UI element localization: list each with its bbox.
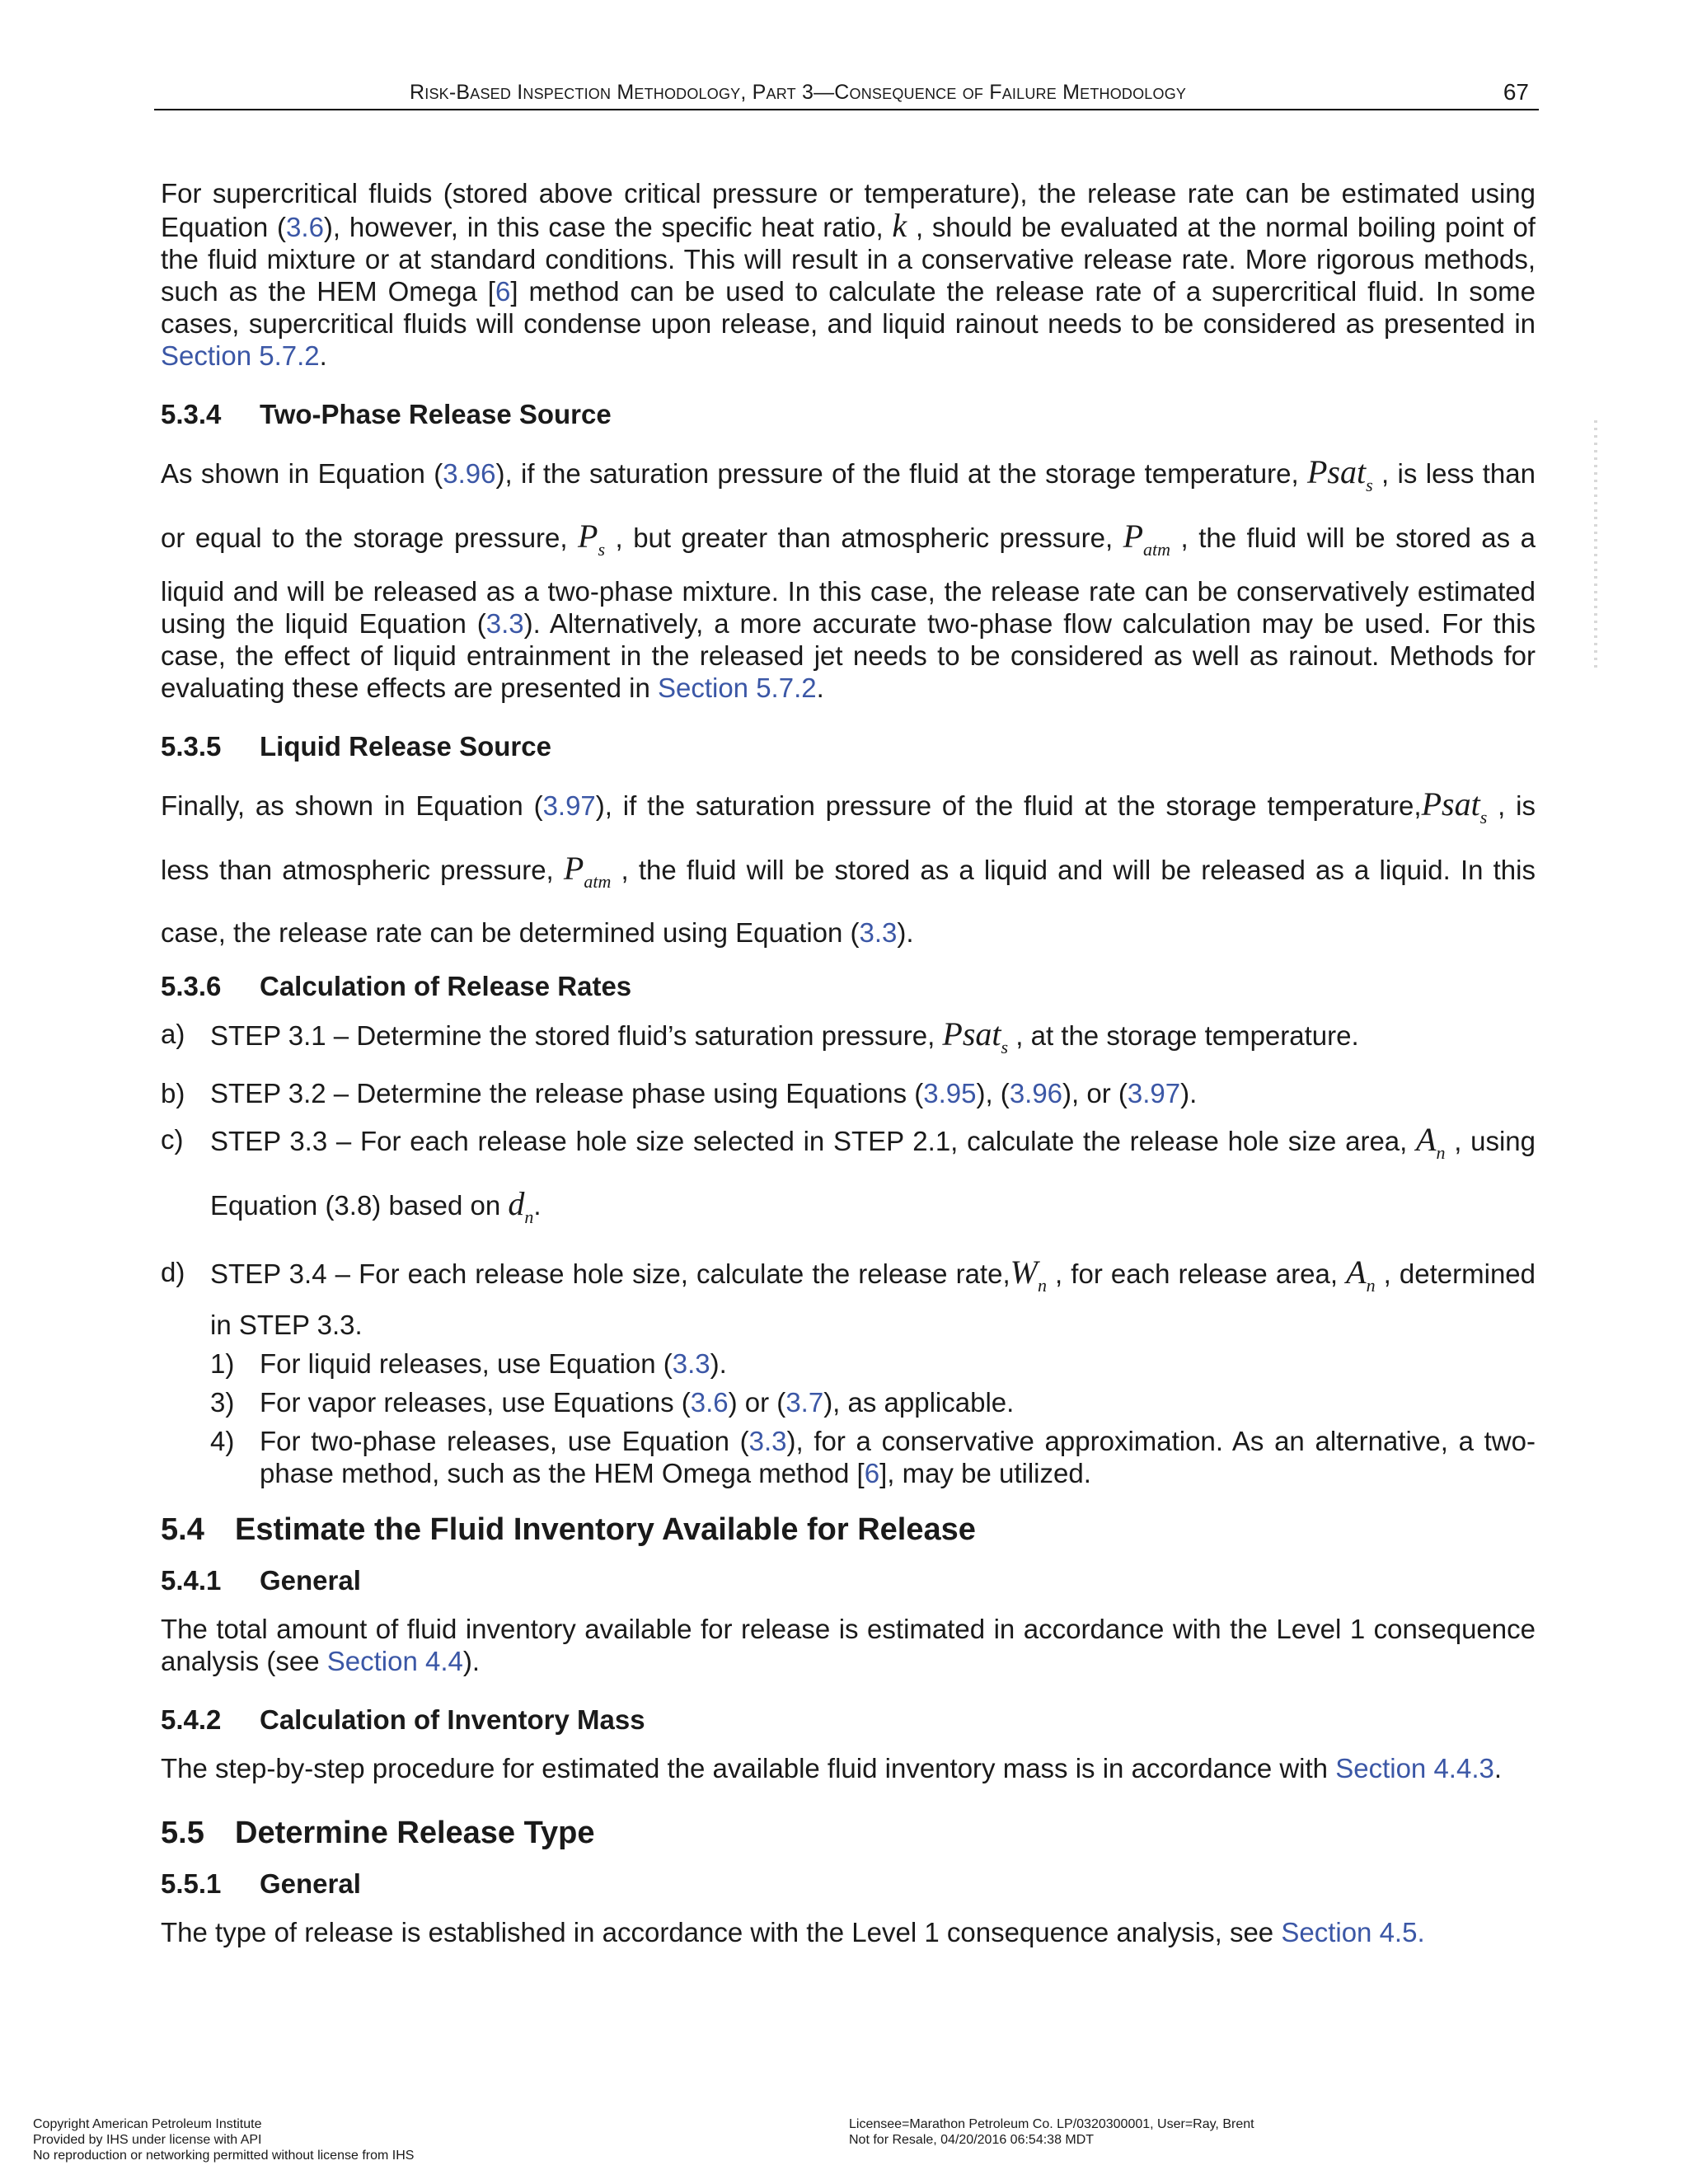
paragraph-5-4-2: The step-by-step procedure for estimated the available fluid inventory mass is in accordance with Section 4.4.3. bbox=[161, 1753, 1503, 1783]
margin-stamp bbox=[1594, 420, 1597, 668]
var-k: k bbox=[892, 207, 907, 244]
footer-copyright: Copyright American Petroleum Institute Provided by IHS under license with API No reproduction or networking permitted without license from IHS bbox=[33, 2117, 415, 2163]
running-header bbox=[154, 76, 1539, 110]
paragraph-supercritical: For supercritical fluids (stored above critical pressure or temperature), the release rate can be estimated using Equation (3.6), however, in this case the specific heat ratio, k , should be evaluated at the normal boiling point of the fluid mixture or at standard conditions. This will result in a conservative release rate. More rigorous methods, such as the HEM Omega [6] method can be used to calculate the release rate of a supercritical fluid. In some cases, supercritical fluids will condense upon release, and liquid rainout needs to be considered as presented in Section 5.7.2. bbox=[161, 178, 1536, 371]
list-item-c: c) STEP 3.3 – For each release hole size selected in STEP 2.1, calculate the release hole size area, $A_n$ , using Equation (3.8) based on $d_n$. bbox=[161, 1121, 1536, 1227]
reference-link[interactable]: 6 bbox=[495, 276, 511, 307]
equation-link[interactable]: 3.97 bbox=[542, 790, 596, 821]
page-body bbox=[161, 177, 1536, 1948]
list-item-d3: 3) For vapor releases, use Equations (3.6) or (3.7), as applicable. bbox=[210, 1387, 1015, 1418]
heading-5-4-2: 5.4.2 Calculation of Inventory Mass bbox=[161, 1704, 645, 1735]
footer-license: Licensee=Marathon Petroleum Co. LP/0320300001, User=Ray, Brent Not for Resale, 04/20/2016 06:54:38 MDT bbox=[849, 2117, 1254, 2147]
paragraph-5-4-1: The total amount of fluid inventory available for release is estimated in accordance with the Level 1 consequence analysis (see Section 4.4). bbox=[161, 1614, 1536, 1676]
equation-link[interactable]: 3.6 bbox=[286, 212, 324, 242]
equation-link[interactable]: 3.3 bbox=[859, 917, 898, 948]
section-link[interactable]: Section 4.4 bbox=[326, 1646, 463, 1676]
paragraph-5-5-1: The type of release is established in accordance with the Level 1 consequence analysis, see Section 4.5. bbox=[161, 1917, 1425, 1947]
paragraph-two-phase: As shown in Equation (3.96), if the saturation pressure of the fluid at the storage temperature, Psat$_s$ , is less than or equal to the storage pressure, $P_s$ , but greater than atmospheric pressure, $P_{atm}$ , the fluid will be stored as a liquid and will be released as a two-phase mixture. In this case, the release rate can be conservatively estimated using the liquid Equation (3.3). Alternatively, a more accurate two-phase flow calculation may be used. For this case, the effect of liquid entrainment in the released jet needs to be considered as well as rainout. Methods for evaluating these effects are presented in Section 5.7.2. bbox=[161, 453, 1536, 703]
heading-5-5: 5.5 Determine Release Type bbox=[161, 1816, 595, 1850]
equation-link[interactable]: 3.96 bbox=[443, 458, 496, 489]
equation-link[interactable]: 3.7 bbox=[785, 1387, 824, 1418]
page-number: 67 bbox=[1503, 79, 1529, 105]
paragraph-liquid: Finally, as shown in Equation (3.97), if the saturation pressure of the fluid at the storage temperature,Psat$_s$ , is less than atmospheric pressure, $P_{atm}$ , the fluid will be stored as a liquid and will be released as a liquid. In this case, the release rate can be determined using Equation (3.3). bbox=[161, 785, 1536, 948]
heading-5-3-6: 5.3.6 Calculation of Release Rates bbox=[161, 971, 632, 1001]
section-link[interactable]: Section 5.7.2 bbox=[657, 673, 817, 703]
header-title: Risk-Based Inspection Methodology, Part 3—Consequence of Failure Methodology bbox=[410, 81, 1187, 104]
heading-5-5-1: 5.5.1 General bbox=[161, 1868, 361, 1899]
list-item-b: b) STEP 3.2 – Determine the release phase using Equations (3.95), (3.96), or (3.97). bbox=[161, 1078, 1198, 1108]
list-item-a: a) STEP 3.1 – Determine the stored fluid’s saturation pressure, Psat$_s$ , at the storage temperature. bbox=[161, 1015, 1359, 1057]
equation-link[interactable]: 3.95 bbox=[923, 1078, 977, 1108]
heading-5-4-1: 5.4.1 General bbox=[161, 1565, 361, 1596]
section-link[interactable]: Section 4.5. bbox=[1281, 1917, 1425, 1947]
reference-link[interactable]: 6 bbox=[864, 1458, 880, 1488]
equation-link[interactable]: 3.3 bbox=[672, 1348, 710, 1379]
equation-link[interactable]: 3.6 bbox=[690, 1387, 729, 1418]
heading-5-3-4: 5.3.4 Two-Phase Release Source bbox=[161, 399, 612, 429]
equation-link[interactable]: 3.97 bbox=[1127, 1078, 1181, 1108]
section-link[interactable]: Section 4.4.3 bbox=[1335, 1753, 1494, 1783]
section-link[interactable]: Section 5.7.2 bbox=[161, 340, 320, 371]
equation-link[interactable]: 3.3 bbox=[748, 1426, 787, 1456]
heading-5-3-5: 5.3.5 Liquid Release Source bbox=[161, 731, 551, 762]
list-item-d: d) STEP 3.4 – For each release hole size, calculate the release $rate,W_n$ , for each release area, $A_n$ , determined in STEP 3.3. bbox=[161, 1254, 1536, 1340]
heading-5-4: 5.4 Estimate the Fluid Inventory Available for Release bbox=[161, 1512, 976, 1547]
list-item-d1: 1) For liquid releases, use Equation (3.3). bbox=[210, 1348, 727, 1379]
equation-link[interactable]: 3.3 bbox=[485, 608, 524, 639]
equation-link[interactable]: 3.96 bbox=[1009, 1078, 1063, 1108]
list-item-d4: 4) For two-phase releases, use Equation (3.3), for a conservative approximation. As an alternative, a two-phase method, such as the HEM Omega method [6], may be utilized. bbox=[210, 1426, 1536, 1488]
